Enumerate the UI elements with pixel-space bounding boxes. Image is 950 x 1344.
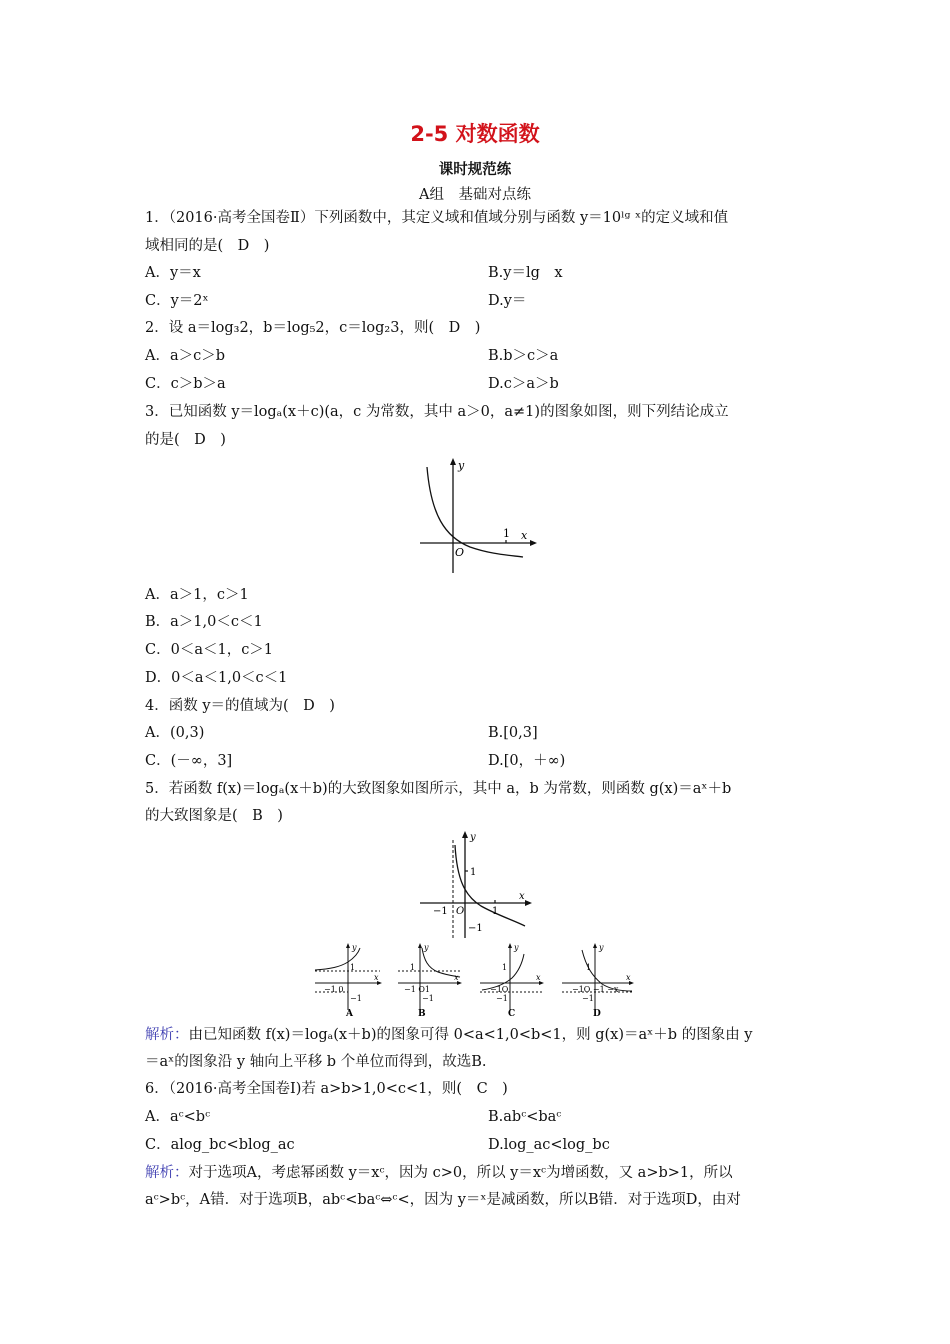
svg-text:x: x <box>626 973 631 982</box>
q6-analysis-text1: 对于选项A，考虑幂函数 y＝xᶜ，因为 c>0，所以 y＝xᶜ为增函数，又 a>b>1，所以 <box>188 1165 733 1181</box>
svg-text:−1O: −1O <box>490 985 509 994</box>
q6-option-a: A．aᶜ<bᶜ <box>145 1109 211 1125</box>
svg-text:−1: −1 <box>582 994 594 1003</box>
q5-analysis-label: 解析： <box>145 1027 189 1043</box>
svg-text:y: y <box>514 943 519 952</box>
q2-stem: 2．设 a＝log₃2，b＝log₅2，c＝log₂3，则( D ) <box>145 320 481 336</box>
q6-option-d: D.log_ac<log_bc <box>488 1137 610 1153</box>
q5-y-label: y <box>470 832 476 843</box>
q5-stem-line2: 的大致图象是( B ) <box>145 808 283 824</box>
q5-graph-d <box>562 943 634 1019</box>
svg-text:−1O −1 −x: −1O −1 −x <box>572 985 619 994</box>
q6-stem: 6．（2016·高考全国卷Ⅰ)若 a>b>1,0<c<1，则( C ) <box>145 1081 508 1097</box>
q5-graph-d-letter: D <box>593 1009 601 1019</box>
svg-text:−1: −1 <box>350 994 362 1003</box>
q3-option-b: B．a＞1,0＜c＜1 <box>145 614 263 630</box>
q5-graph-b-letter: B <box>418 1009 426 1019</box>
q5-main-graph <box>415 830 540 942</box>
q4-option-d: D.[0，＋∞) <box>488 753 566 769</box>
svg-text:1: 1 <box>350 963 356 972</box>
q5-graph-a-letter: A <box>346 1009 353 1019</box>
q3-origin: O <box>455 546 465 559</box>
q4-option-a: A．(0,3) <box>145 725 205 741</box>
svg-text:−1 O1: −1 O1 <box>404 985 430 994</box>
q5-stem-line1: 5．若函数 f(x)＝logₐ(x＋b)的大致图象如图所示，其中 a，b 为常数，则函数 g(x)＝aˣ＋b <box>145 781 732 797</box>
q5-origin: O <box>456 906 465 917</box>
q4-option-b: B.[0,3] <box>488 725 538 741</box>
svg-text:x: x <box>374 973 379 982</box>
q1-stem-line2: 域相同的是( D ) <box>145 238 270 254</box>
q5-analysis-line1 <box>145 1025 753 1045</box>
svg-text:−1: −1 <box>496 994 508 1003</box>
q1-option-d: D.y＝ <box>488 293 527 309</box>
q5-x-tick-one: 1 <box>492 906 499 917</box>
q6-analysis-label: 解析： <box>145 1165 189 1181</box>
q2-option-d: D.c＞a＞b <box>488 376 559 392</box>
q3-tick-one: 1 <box>503 527 510 540</box>
svg-text:x: x <box>536 973 541 982</box>
q4-option-c: C．(－∞，3] <box>145 753 233 769</box>
q3-x-label: x <box>521 529 528 542</box>
q5-x-label: x <box>519 891 525 902</box>
q5-graph-c <box>480 943 544 1019</box>
q3-y-label: y <box>458 459 465 472</box>
svg-text:x: x <box>454 973 459 982</box>
svg-text:y: y <box>352 943 357 952</box>
q5-graph-c-letter: C <box>508 1009 516 1019</box>
q2-option-b: B.b＞c＞a <box>488 348 559 364</box>
q3-option-a: A．a＞1，c＞1 <box>145 587 249 603</box>
q5-x-tick-neg-one: −1 <box>433 906 448 917</box>
q5-option-graphs <box>310 940 650 1020</box>
group-heading: A组 基础对点练 <box>419 187 531 203</box>
q3-option-d: D．0＜a＜1,0＜c＜1 <box>145 670 288 686</box>
svg-text:−1: −1 <box>422 994 434 1003</box>
q5-graph-b <box>398 943 462 1019</box>
q5-analysis-text1: 由已知函数 f(x)＝logₐ(x＋b)的图象可得 0<a<1,0<b<1，则 g(x)＝aˣ＋b 的图象由 y <box>188 1027 753 1043</box>
q3-stem-line1: 3．已知函数 y＝logₐ(x＋c)(a，c 为常数，其中 a＞0，a≠1)的图象如图，则下列结论成立 <box>145 404 729 420</box>
q1-stem-line1: 1．（2016·高考全国卷Ⅱ）下列函数中，其定义域和值域分别与函数 y＝10ˡᵍ ˣ的定义域和值 <box>145 210 729 226</box>
q6-option-c: C．alog_bc<blog_ac <box>145 1137 295 1153</box>
q1-option-a: A．y＝x <box>145 265 201 281</box>
svg-text:y: y <box>599 943 604 952</box>
q1-option-b: B.y＝lg x <box>488 265 563 281</box>
q2-option-a: A．a＞c＞b <box>145 348 226 364</box>
q5-graph-a <box>315 943 382 1019</box>
q3-graph <box>415 455 545 580</box>
q2-option-c: C．c＞b＞a <box>145 376 226 392</box>
q6-analysis-line1 <box>145 1163 733 1183</box>
svg-text:1: 1 <box>502 963 508 972</box>
svg-text:−1 0: −1 0 <box>324 985 344 994</box>
svg-text:y: y <box>424 943 429 952</box>
svg-text:1: 1 <box>586 963 592 972</box>
q6-analysis-line2: aᶜ>bᶜ，A错．对于选项B，abᶜ<baᶜ⇔ᶜ<，因为 y＝ˣ是减函数，所以B错．对于选项D，由对 <box>145 1192 741 1208</box>
q5-y-tick-neg-one: −1 <box>468 923 483 934</box>
q3-option-c: C．0＜a＜1，c＞1 <box>145 642 274 658</box>
page-title: 2-5 对数函数 <box>410 122 540 146</box>
q5-y-tick-one: 1 <box>470 867 477 878</box>
q5-analysis-line2: ＝aˣ的图象沿 y 轴向上平移 b 个单位而得到，故选B. <box>145 1054 487 1070</box>
q3-stem-line2: 的是( D ) <box>145 432 226 448</box>
q4-stem: 4．函数 y＝的值域为( D ) <box>145 698 335 714</box>
svg-text:1: 1 <box>410 963 416 972</box>
q6-option-b: B.abᶜ<baᶜ <box>488 1109 562 1125</box>
page-subtitle: 课时规范练 <box>438 162 512 178</box>
q1-option-c: C．y＝2ˣ <box>145 293 209 309</box>
